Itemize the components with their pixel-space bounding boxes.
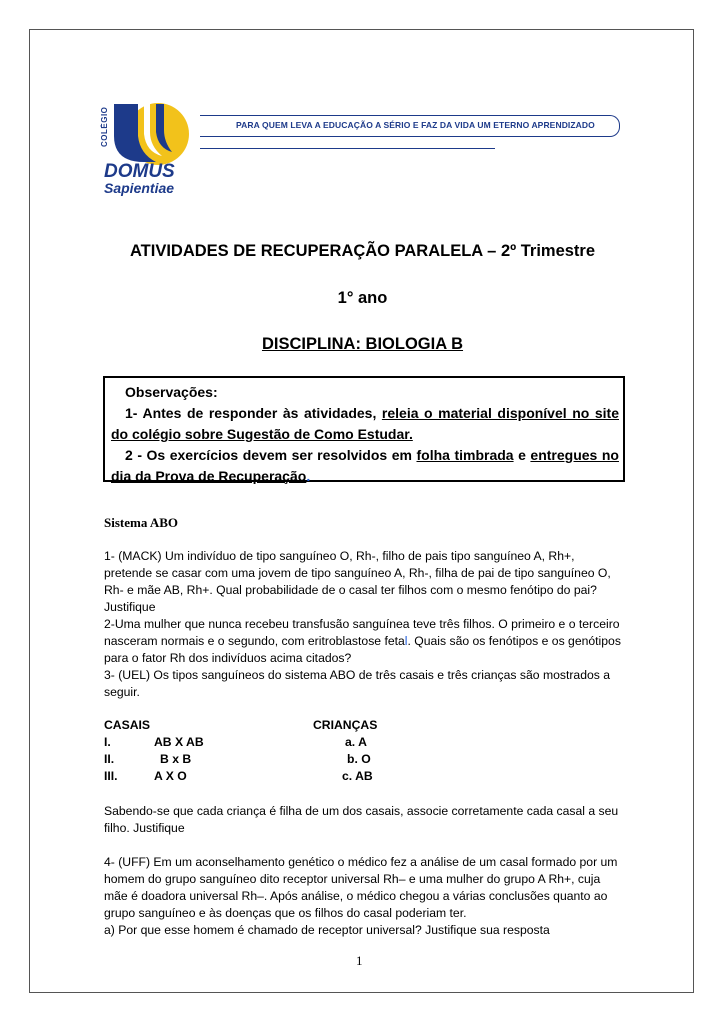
section-title: Sistema ABO — [104, 515, 179, 530]
observations-heading: Observações: — [125, 384, 218, 400]
observation-2-text: 2 - Os exercícios devem ser resolvidos em — [125, 447, 417, 463]
table-row-child: c. AB — [342, 769, 373, 783]
observation-1-link: releia o material disponível no site do colégio sobre Sugestão de Como Estudar. — [111, 405, 619, 442]
question-3: 3- (UEL) Os tipos sanguíneos do sistema ABO de três casais e três crianças são mostrados a seguir. — [104, 668, 611, 699]
table-row-child: a. A — [345, 735, 367, 749]
question-4-block — [104, 854, 624, 939]
table-row-couple: AB X AB — [154, 735, 204, 749]
observation-2-connector: e — [513, 447, 531, 463]
main-title: ATIVIDADES DE RECUPERAÇÃO PARALELA – 2º Trimestre — [129, 242, 596, 260]
table-row-couple: A X O — [154, 769, 187, 783]
logo-name: DOMUS — [104, 161, 175, 182]
observation-1-text: 1- Antes de responder às atividades, — [125, 405, 382, 421]
year-title: 1° ano — [337, 289, 388, 307]
logo-vertical-text: COLÉGIO — [100, 106, 109, 148]
observation-2-link-paper: folha timbrada — [416, 447, 514, 463]
question-4: 4- (UFF) Em um aconselhamento genético o médico fez a análise de um casal formado por um homem do grupo sanguíneo dito receptor universal Rh– e uma mulher do grupo A Rh+, cuja mãe é doadora universal Rh–. Após análise, o médico chegou a várias conclusões quanto ao grupo sanguíneo e às doenças que os filhos do casal poderiam ter. — [104, 855, 618, 920]
question-3-followup: Sabendo-se que cada criança é filha de um dos casais, associe corretamente cada casal a seu filho. Justifique — [104, 804, 619, 835]
table-row-num: III. — [104, 769, 118, 783]
question-4a: a) Por que esse homem é chamado de receptor universal? Justifique sua resposta — [104, 923, 550, 937]
question-2-text-c: . Quais são os fenótipos e os genótipos para o fator Rh dos indivíduos acima citados? — [104, 634, 621, 665]
page-number: 1 — [356, 953, 363, 968]
observations-box — [103, 376, 625, 482]
discipline-title: DISCIPLINA: BIOLOGIA B — [261, 335, 464, 353]
logo-subname: Sapientiae — [104, 180, 175, 196]
table-row-num: II. — [104, 752, 115, 766]
question-2 — [104, 616, 624, 667]
question-2-text-a: 2-Uma mulher que nunca recebeu transfusão sanguínea teve três filhos. O primeiro e o terceiro nasceram normais e o segundo, com eritroblastose feta — [104, 617, 620, 648]
question-2-text-b: l — [404, 634, 408, 648]
table-row-num: I. — [104, 735, 111, 749]
question-1: 1- (MACK) Um indivíduo de tipo sanguíneo O, Rh-, filho de pais tipo sanguíneo A, Rh+, pretende se casar com uma jovem de tipo sanguíneo A, Rh-, filha de pai de tipo sanguíneo O, Rh- e mãe AB, Rh+. Qual probabilidade de o casal ter filhos com o mesmo fenótipo do pai? Justifique — [104, 549, 611, 614]
table-header-children: CRIANÇAS — [313, 718, 378, 732]
observation-2-link-delivery: entregues no dia da Prova de Recuperação — [111, 447, 619, 484]
table-row-child: b. O — [347, 752, 371, 766]
question-block-1-2 — [104, 548, 624, 667]
table-row-couple: B x B — [160, 752, 192, 766]
observation-2-end: . — [306, 468, 311, 484]
table-header-couples: CASAIS — [104, 718, 151, 732]
banner-underline — [200, 148, 495, 149]
slogan-text: PARA QUEM LEVA A EDUCAÇÃO A SÉRIO E FAZ DA VIDA UM ETERNO APRENDIZADO — [236, 120, 595, 130]
